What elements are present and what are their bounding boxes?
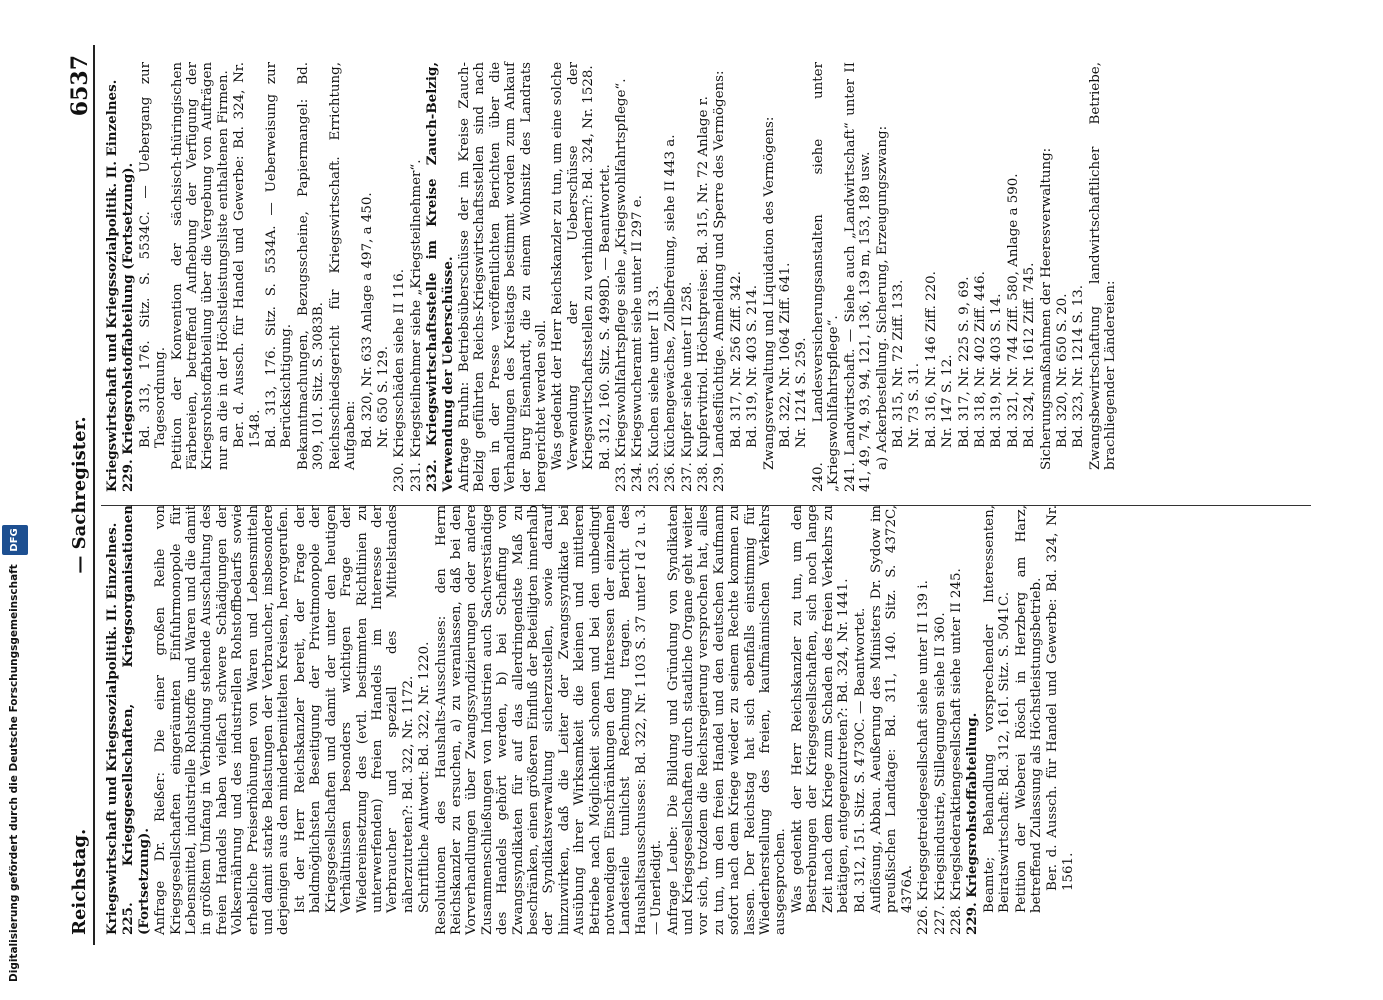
- register-entry: 225. Kriegsgesellschaften, Kriegsorganisationen (Fortsetzung).: [120, 505, 152, 935]
- register-entry: Zwangsverwaltung und Liquidation des Vermögens:: [761, 116, 777, 470]
- register-entry: Petition der Konvention der sächsisch-thüringischen Färbereien, betreffend Aufhebung der Verfügung der Kriegsrohstoffabteilung über die Vergebung von Aufträgen nur an die in der Höchstleistungsliste enthaltenen Firmen.: [169, 62, 231, 470]
- dfg-logo: DFG: [2, 525, 28, 554]
- register-entry: Bd. 321, Nr. 744 Ziff. 580, Anlage a 590.: [1005, 173, 1021, 448]
- register-entry: Nr. 147 S. 12.: [940, 354, 956, 448]
- register-entry: 236. Küchengewächse, Zollbefreiung, siehe II 443 a.: [663, 134, 679, 492]
- page-number: 6537: [67, 55, 93, 117]
- register-entry: Bd. 317, Nr. 256 Ziff. 342.: [728, 271, 744, 448]
- page-header: [63, 55, 103, 935]
- register-entry: 228. Kriegslederaktiengesellschaft siehe unter II 245.: [948, 568, 964, 935]
- register-entry: 239. Landesflüchtige. Anmeldung und Sperre des Vermögens:: [712, 70, 728, 492]
- register-entry: Resolutionen des Haushalts-Ausschusses: den Herrn Reichskanzler zu ersuchen, a) zu veranlassen, daß bei den Vorverhandlungen über Zwangssyndizierungen oder andere Zusammenschließungen von Industrien auch Sachverständige des Handels gehört werden, b) bei Schaffung von Zwangssyndikaten für auf das allerdringendste Maß zu beschränken, einen größeren Einfluß der Beteiligten innerhalb der Syndikatsverwaltung sicherzustellen, sowie darauf hinzuwirken, daß die Leiter der Zwangssyndikate bei Ausübung ihrer Wirksamkeit die kleinen und mittleren Betriebe nach Möglichkeit schonen und bei den unbedingt notwendigen Einschränkungen den Interessen der einzelnen Landesteile tunlichst Rechnung tragen. Bericht des Haushaltsausschusses: Bd. 322, Nr. 1103 S. 37 unter I d 2 u. 3. — Unerledigt.: [433, 505, 665, 935]
- register-entry: Bd. 320, Nr. 633 Anlage a 497, a 450.: [359, 192, 375, 448]
- register-entry: Ist der Herr Reichskanzler bereit, der Frage der baldmöglichsten Beseitigung der Privatmonopole der Kriegsgesellschaften und damit der unter den heutigen Verhältnissen besonders wichtigen Frage der Wiedereinsetzung des (evtl. bestimmten Richtlinien zu unterwerfenden) freien Handels im Interesse der Verbraucher und speziell des Mittelstandes näherzutreten?: Bd. 322, Nr. 1172.: [292, 505, 416, 913]
- header-left: Reichstag.: [69, 828, 90, 935]
- register-entry: 237. Kupfer siehe unter II 258.: [679, 281, 695, 492]
- register-entry: Nr. 650 S. 129.: [375, 346, 391, 448]
- header-rule: [93, 45, 95, 945]
- register-entry: 229. Kriegsrohstoffabteilung (Fortsetzung).: [120, 162, 137, 492]
- register-entry: 232. Kriegswirtschaftsstelle im Kreise Zauch-Belzig, Verwendung der Ueberschüsse.: [424, 62, 456, 492]
- register-entry: 240. Landesversicherungsanstalten siehe unter „Kriegswohlfahrtspflege“.: [810, 62, 842, 492]
- register-entry: Bd. 312, 160. Sitz. S. 4998D. — Beantwortet.: [597, 164, 613, 470]
- register-entry: Auflösung, Abbau. Aeußerung des Ministers Dr. Sydow im preußischen Landtage: Bd. 311, 140. Sitz. S. 4372C, 4376A.: [868, 505, 915, 913]
- register-entry: Bd. 319, Nr. 403 S. 214.: [745, 285, 761, 448]
- register-entry: Bd. 315, Nr. 72 Ziff. 133.: [890, 279, 906, 448]
- register-entry: Bd. 323, Nr. 1214 S. 13.: [1071, 285, 1087, 448]
- rotated-page-content: [45, 0, 1335, 1000]
- register-entry: 241. Landwirtschaft. — Siehe auch „Landwirtschaft“ unter II 41, 49, 74, 93, 94, 121, 136, 139 m, 153, 189 usw.: [842, 62, 874, 492]
- register-entry: 238. Kupfervitriol. Höchstpreise: Bd. 315, Nr. 72 Anlage r.: [696, 96, 712, 492]
- register-entry: Sicherungsmaßnahmen der Heeresverwaltung:: [1038, 147, 1054, 470]
- register-entry: Ber. d. Aussch. für Handel und Gewerbe: Bd. 324, Nr. 1548.: [232, 62, 263, 448]
- register-entry: Zwangsbewirtschaftung landwirtschaftlicher Betriebe, brachliegender Ländereien:: [1087, 62, 1119, 470]
- register-entry: Kriegswirtschaft und Kriegssozialpolitik. II. Einzelnes.: [104, 79, 120, 492]
- register-entry: Bd. 313, 176. Sitz. S. 5534C. — Uebergang zur Tagesordnung.: [137, 62, 169, 448]
- register-entry: 230. Kriegsschäden siehe II 116.: [392, 268, 408, 492]
- register-entry: 234. Kriegswucheramt siehe unter II 297 e.: [630, 195, 646, 492]
- funding-note: Digitalisierung gefördert durch die Deutsche Forschungsgemeinschaft: [8, 564, 20, 982]
- register-entry: Bd. 324, Nr. 1612 Ziff. 745.: [1022, 262, 1038, 448]
- register-entry: Kriegswirtschaft und Kriegssozialpolitik. II. Einzelnes.: [104, 522, 120, 935]
- register-entry: Anfrage Bruhn: Betriebsüberschüsse der im Kreise Zauch-Belzig geführten Reichs-Kriegswirtschaftsstellen sind nach den in der Presse veröffentlichten Berichten über die Verhandlungen des Kreistags bestimmt worden zum Ankauf der Burg Eisenhardt, die zu einem Wohnsitz des Landrats hergerichtet werden soll.: [456, 62, 549, 492]
- register-entry: 235. Kuchen siehe unter II 33.: [646, 285, 662, 492]
- register-entry: Ber. d. Aussch. für Handel und Gewerbe: Bd. 324, Nr. 1561.: [1045, 505, 1076, 891]
- register-entry: Beamte; Behandlung vorsprechender Interessenten, Beiratswirtschaft: Bd. 312, 161. Sitz. S. 5041C.: [981, 505, 1013, 913]
- register-entry: 229. Kriegsrohstoffabteilung.: [964, 712, 981, 935]
- register-entry: 226. Kriegsgetreidegesellschaft siehe unter II 139 i.: [916, 580, 932, 935]
- register-entry: 227. Kriegsindustrie, Stillegungen siehe II 360.: [932, 612, 948, 935]
- register-entry: Schriftliche Antwort: Bd. 322, Nr. 1220.: [417, 641, 433, 913]
- register-entry: Petition der Weberei Rösch in Herzberg am Harz, betreffend Zulassung als Höchstleistungsbetrieb.: [1013, 505, 1044, 913]
- register-entry: a) Ackerbestellung. Sicherung, Erzeugungszwang:: [874, 125, 890, 470]
- register-entry: Nr. 73 S. 31.: [907, 363, 923, 448]
- register-entry: Bd. 312, 151. Sitz. S. 4730C. — Beantwortet.: [852, 607, 868, 913]
- register-entry: Bd. 320, Nr. 650 S. 20.: [1054, 293, 1070, 448]
- register-entry: Bd. 322, Nr. 1064 Ziff. 641.: [778, 262, 794, 448]
- right-column: [105, 62, 1120, 492]
- register-entry: 231. Kriegsteilnehmer siehe „Kriegsteilnehmer“.: [408, 159, 424, 492]
- footer-text-wrap: [2, 525, 28, 1000]
- register-entry: Bd. 319, Nr. 403 S. 14.: [989, 293, 1005, 448]
- register-entry: Nr. 1214 S. 259.: [794, 337, 810, 448]
- register-entry: Was gedenkt der Herr Reichskanzler zu tun, um den Bestrebungen der Kriegsgesellschaften, sich noch lange Zeit nach dem Kriege zum Schaden des freien Verkehrs zu betätigen, entgegenzutreten?: Bd. 324, Nr. 1441.: [789, 505, 852, 913]
- register-entry: Bd. 313, 176. Sitz. S. 5534A. — Ueberweisung zur Berücksichtigung.: [264, 62, 295, 448]
- left-column: [105, 505, 1077, 935]
- footer: [2, 0, 32, 1000]
- register-entry: Bd. 318, Nr. 402 Ziff. 446.: [972, 271, 988, 448]
- register-entry: Anfrage Dr. Rießer: Die einer großen Reihe von Kriegsgesellschaften eingeräumten Einfuhrmonopole für Lebensmittel, industrielle Rohstoffe und Waren und die damit in größtem Umfang in Verbindung stehende Ausschaltung des freien Handels haben vielfach schwere Schädigungen der Volksernährung und des industriellen Rohstoffbedarfs sowie erhebliche Preiserhöhungen von Waren und Lebensmitteln und damit starke Belastungen der Verbraucher, insbesondere derjenigen aus den minderbemittelten Kreisen, hervorgerufen.: [153, 505, 292, 935]
- header-center: — Sachregister.: [69, 416, 90, 574]
- register-entry: 233. Kriegswohlfahrtspflege siehe „Kriegswohlfahrtspflege“.: [614, 78, 629, 492]
- register-entry: Bd. 316, Nr. 146 Ziff. 220.: [923, 271, 939, 448]
- register-entry: Reichsschiedsgericht für Kriegswirtschaft. Errichtung, Aufgaben:: [327, 62, 359, 470]
- register-entry: Bekanntmachungen, Bezugsscheine, Papiermangel: Bd. 309, 101. Sitz. S. 3083B.: [295, 62, 327, 470]
- register-entry: Was gedenkt der Herr Reichskanzler zu tun, um eine solche Verwendung der Ueberschüsse der Kriegswirtschaftsstellen zu verhindern?: Bd. 324, Nr. 1528.: [550, 62, 597, 470]
- register-entry: Bd. 317, Nr. 225 S. 9, 69.: [956, 276, 972, 448]
- register-entry: Anfrage Leube: Die Bildung und Gründung von Syndikaten und Kriegsgesellschaften durch staatliche Organe geht weiter vor sich, trotzdem die Reichsregierung versprochen hat, alles zu tun, um den freien Handel und den deutschen Kaufmann sofort nach dem Kriege wieder zu seinem Rechte kommen zu lassen. Der Reichstag hat sich ebenfalls einstimmig für Wiederherstellung des freien, kaufmännischen Verkehrs ausgesprochen.: [665, 505, 789, 935]
